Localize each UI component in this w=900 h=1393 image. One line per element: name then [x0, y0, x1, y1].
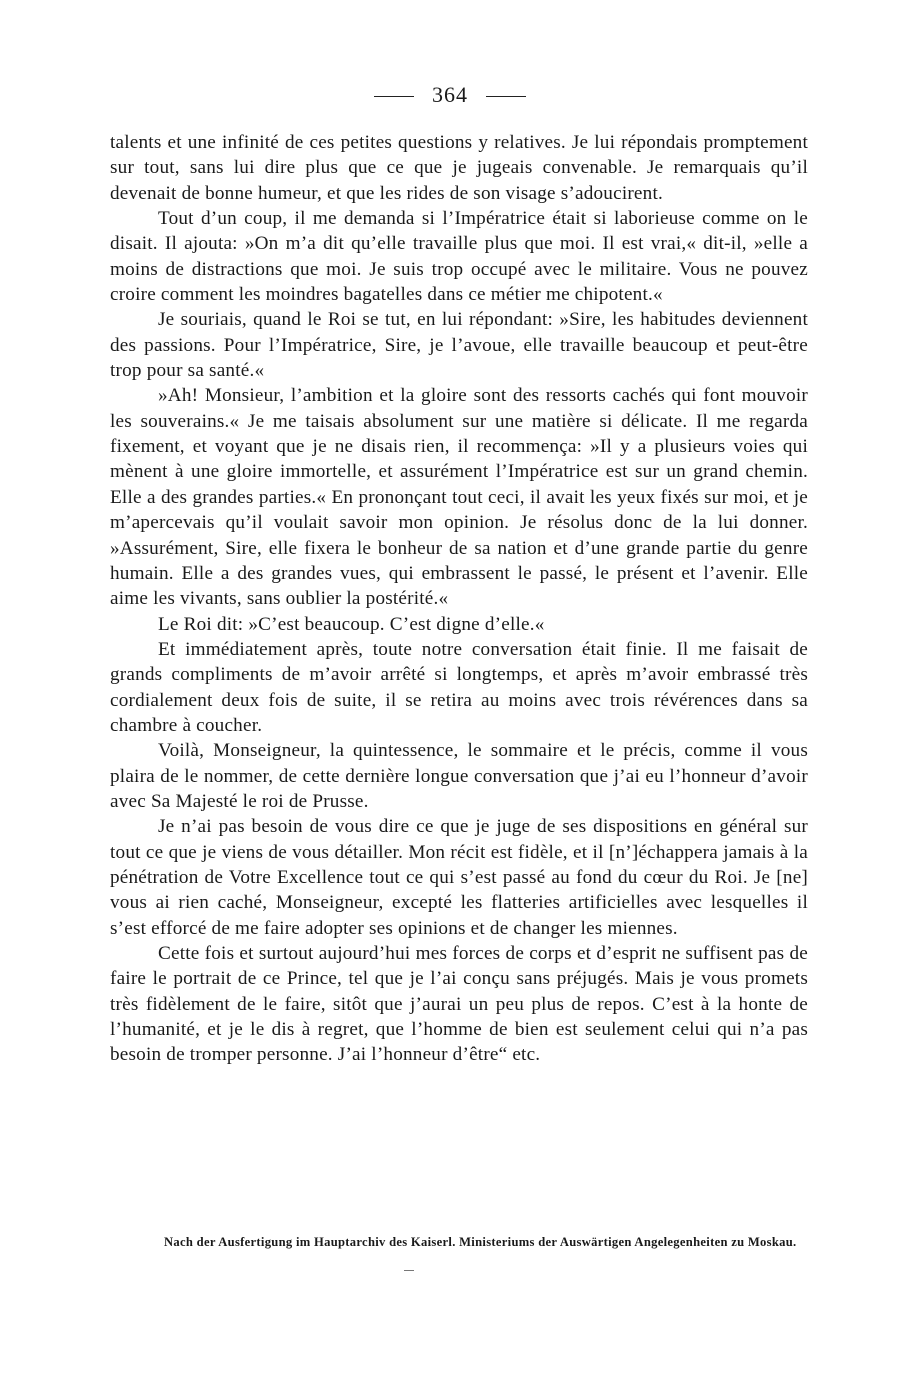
paragraph: Je souriais, quand le Roi se tut, en lui répondant: »Sire, les habitudes deviennent des passions. Pour l’Impératrice, Sire, je l’avoue, elle travaille beaucoup et peut-être trop pour sa santé.« — [110, 309, 808, 382]
paragraph: Je n’ai pas besoin de vous dire ce que je juge de ses dispositions en général sur tout ce que je viens de vous détailler. Mon récit est fidèle, et il [n’]échappera jamais à la pénétration de Votre Excellence tout ce qui s’est passé au fond du cœur du Roi. Je [ne] vous ai rien caché, Monseigneur, excepté les flatteries artificielles avec lesquelles il s’est efforcé de me faire adopter ses opinions et de changer les miennes. — [110, 816, 808, 939]
paragraph: Et immédiatement après, toute notre conversation était finie. Il me faisait de grands compliments de m’avoir arrêté si longtemps, et après m’avoir embrassé très cordialement deux fois de suite, il se retira au moins avec trois révérences dans sa chambre à coucher. — [110, 638, 808, 736]
header-rule-right — [486, 96, 526, 97]
paragraph: »Ah! Monsieur, l’ambition et la gloire sont des ressorts cachés qui font mouvoir les souverains.« Je me taisais absolument sur une matière si délicate. Il me regarda fixement, et voyant que je ne disais rien, il recommença: »Il y a plusieurs voies qui mènent à une gloire immortelle, et assurément l’Impératrice est sur un grand chemin. Elle a des grandes parties.« En prononçant tout ceci, il avait les yeux fixés sur moi, et je m’apercevais qu’il voulait savoir mon opinion. Je résolus donc de la lui donner. »Assurément, Sire, elle fixera le bonheur de sa nation et d’une grande partie du genre humain. Elle a des grandes vues, qui embrassent le passé, le présent et l’avenir. Elle aime les vivants, sans oublier la postérité.« — [110, 385, 808, 610]
body-text — [110, 130, 808, 1068]
source-footnote: Nach der Ausfertigung im Hauptarchiv des Kaiserl. Ministeriums der Auswärtigen Angelegenheiten zu Moskau. — [164, 1235, 797, 1249]
paragraph: Le Roi dit: »C’est beaucoup. C’est digne d’elle.« — [158, 613, 545, 635]
page-header — [0, 82, 900, 108]
footer-mark — [404, 1270, 414, 1271]
header-rule-left — [374, 96, 414, 97]
paragraph: Cette fois et surtout aujourd’hui mes forces de corps et d’esprit ne suffisent pas de faire le portrait de ce Prince, tel que je l’ai conçu sans préjugés. Mais je vous promets très fidèlement de le faire, sitôt que j’aurai un peu plus de repos. C’est à la honte de l’humanité, et je le dis à regret, que l’homme de bien est seulement celui qui n’a pas besoin de tromper personne. J’ai l’honneur d’être“ etc. — [110, 943, 808, 1066]
paragraph: Voilà, Monseigneur, la quintessence, le sommaire et le précis, comme il vous plaira de le nommer, de cette dernière longue conversation que j’ai eu l’honneur d’avoir avec Sa Majesté le roi de Prusse. — [110, 740, 808, 812]
page-number: 364 — [432, 82, 468, 107]
paragraph: talents et une infinité de ces petites questions y relatives. Je lui répondais promptement sur tout, sans lui dire plus que ce que je jugeais convenable. Je remarquais qu’il devenait de bonne humeur, et que les rides de son visage s’adoucirent. — [110, 132, 808, 204]
paragraph: Tout d’un coup, il me demanda si l’Impératrice était si laborieuse comme on le disait. Il ajouta: »On m’a dit qu’elle travaille plus que moi. Il est vrai,« dit-il, »elle a moins de distractions que moi. Je suis trop occupé avec le militaire. Vous ne pouvez croire comment les moindres bagatelles dans ce métier me chipotent.« — [110, 208, 808, 306]
